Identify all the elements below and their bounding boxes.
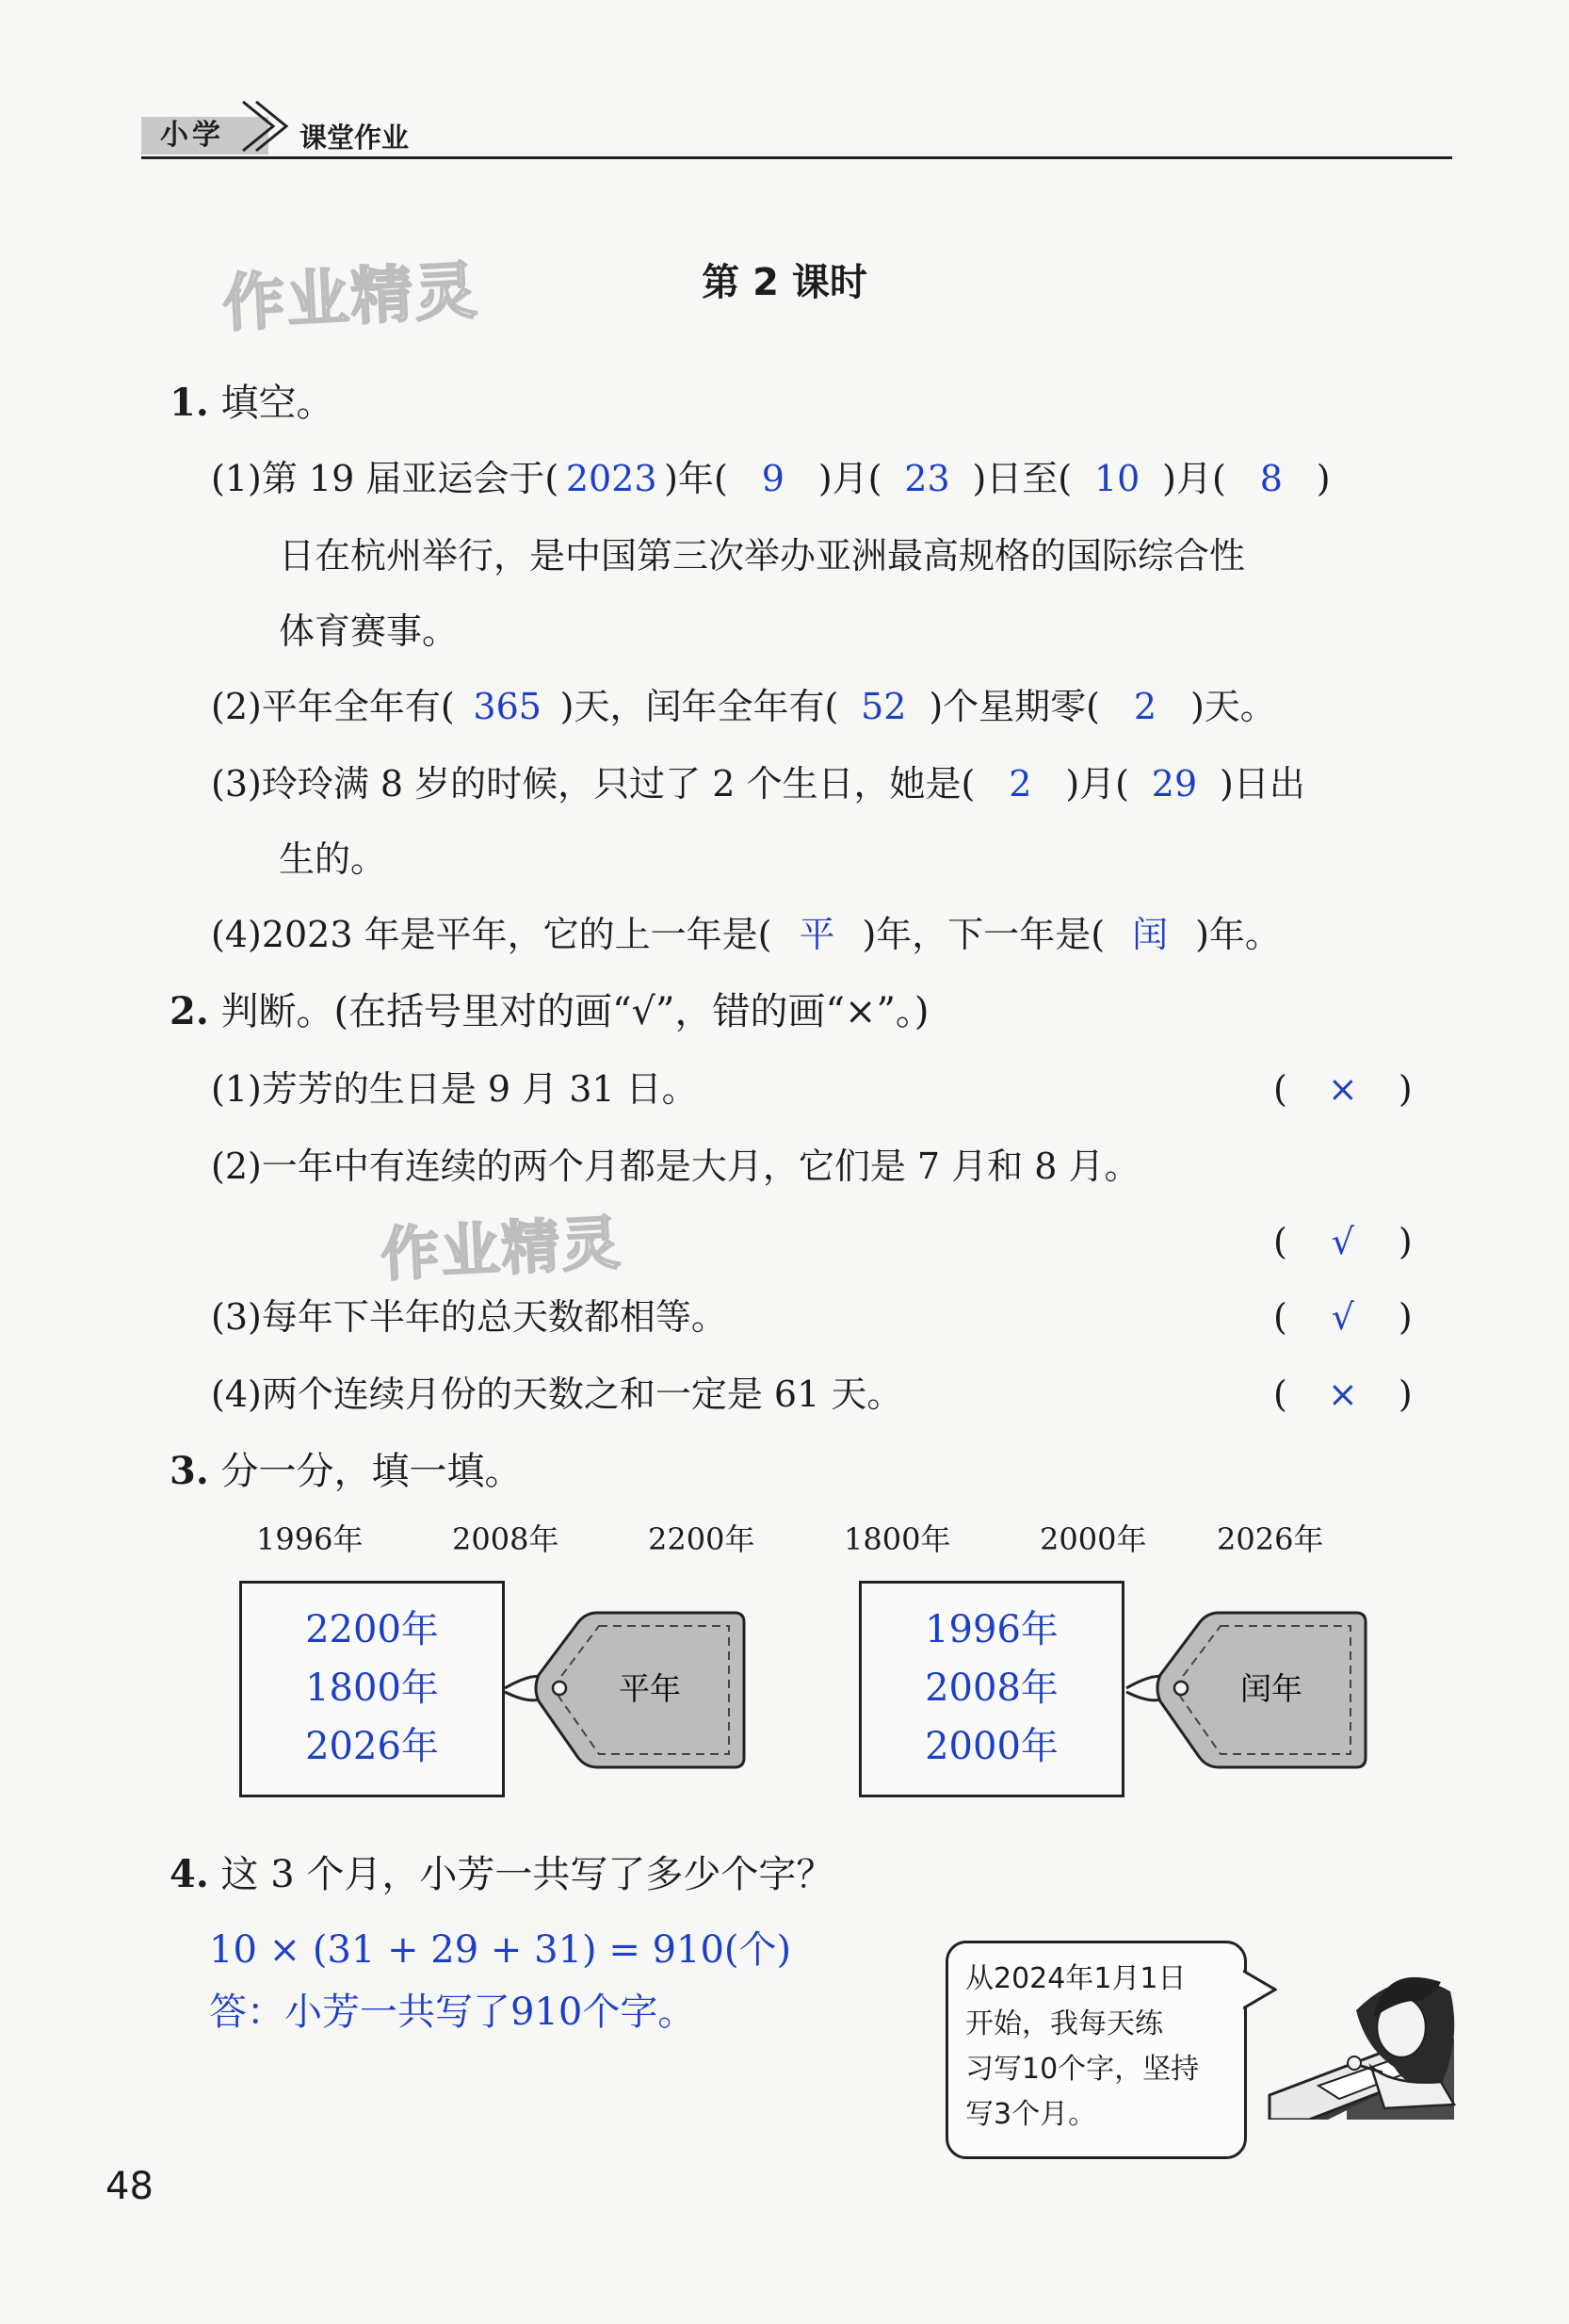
speech-bubble [946, 1941, 1247, 2159]
answer-sentence: 答：小芳一共写了910个字。 [209, 1991, 696, 2034]
answer-blank: 2023 [565, 458, 657, 499]
watermark: 作业精灵 [220, 253, 481, 341]
answer-blank: 2 [1133, 686, 1157, 727]
tag-label: 平年 [619, 1670, 681, 1707]
stem-text: )日至( [972, 458, 1073, 499]
leap-year-box [859, 1581, 1124, 1797]
header-label: 小学 [160, 119, 224, 152]
paren-close: ) [1398, 1296, 1413, 1338]
judge-answer [1273, 1368, 1413, 1421]
judge-answer [1273, 1215, 1413, 1268]
judge-mark: × [1327, 1373, 1358, 1415]
judge-item-text: (4)两个连续月份的天数之和一定是 61 天。 [211, 1373, 903, 1415]
stem-text: (2)平年全年有( [211, 686, 455, 727]
stem-text: (3)玲玲满 8 岁的时候，只过了 2 个生日，她是( [211, 763, 976, 804]
girl-writing-illustration [1253, 1907, 1462, 2120]
stem-text: )个星期零( [929, 686, 1100, 727]
box-entry: 1996年 [925, 1608, 1059, 1651]
q1-part1-line1 [211, 452, 1331, 505]
q1-part1-line3: 体育赛事。 [279, 610, 459, 652]
judge-item-text: (2)一年中有连续的两个月都是大月，它们是 7 月和 8 月。 [211, 1146, 1140, 1187]
stem-text: (1)第 19 届亚运会于( [211, 458, 559, 499]
stem-text: )月( [1065, 763, 1129, 804]
judge-item-text: (3)每年下半年的总天数都相等。 [211, 1296, 727, 1338]
question-title: 填空。 [220, 382, 334, 425]
answer-blank: 9 [761, 458, 784, 499]
year-option: 2000年 [1040, 1521, 1147, 1557]
box-entry: 2200年 [305, 1608, 439, 1651]
watermark: 作业精灵 [379, 1208, 624, 1290]
question-1-heading [170, 377, 333, 430]
box-entry: 1800年 [305, 1666, 439, 1710]
q1-part3-line1 [211, 757, 1305, 810]
tag-label: 闰年 [1240, 1670, 1302, 1707]
question-3-heading [170, 1445, 522, 1498]
answer-blank: 52 [861, 686, 907, 727]
year-option: 2026年 [1217, 1521, 1324, 1557]
header-title: 课堂作业 [299, 122, 410, 154]
judge-mark: √ [1331, 1221, 1354, 1262]
question-number: 1. [170, 381, 209, 425]
stem-text: )年。 [1195, 914, 1281, 955]
leap-year-list [862, 1601, 1122, 1776]
judge-item-text: (1)芳芳的生日是 9 月 31 日。 [211, 1068, 698, 1110]
bubble-line: 写3个月。 [965, 2098, 1097, 2131]
answer-blank: 10 [1093, 458, 1140, 499]
question-number: 4. [170, 1852, 209, 1896]
lesson-title: 第 2 课时 [702, 261, 867, 304]
answer-blank: 闰 [1132, 914, 1169, 955]
judge-mark: √ [1331, 1296, 1354, 1338]
stem-text: (4)2023 年是平年，它的上一年是( [211, 914, 772, 955]
question-number: 2. [170, 989, 209, 1033]
stem-text: )日出 [1219, 763, 1305, 804]
common-year-tag [499, 1607, 750, 1773]
answer-blank: 8 [1259, 458, 1283, 499]
answer-blank: 29 [1151, 763, 1198, 804]
bubble-line: 习写10个字，坚持 [965, 2053, 1200, 2086]
paren-close: ) [1398, 1221, 1413, 1262]
paren-close: ) [1398, 1373, 1413, 1415]
paren-close: ) [1398, 1068, 1413, 1110]
stem-text: )月( [817, 458, 882, 499]
equation: 10 × (31 + 29 + 31) = 910(个) [209, 1928, 792, 1972]
stem-text: )年，下一年是( [862, 914, 1106, 955]
stem-text: ) [1316, 458, 1331, 499]
q1-part1-line2: 日在杭州举行，是中国第三次举办亚洲最高规格的国际综合性 [279, 535, 1246, 577]
stem-text: )年( [664, 458, 728, 499]
stem-text: )天。 [1189, 686, 1276, 727]
q1-part3-line2: 生的。 [279, 838, 387, 880]
header-rule [141, 156, 1452, 159]
answer-blank: 2 [1009, 763, 1032, 804]
answer-blank: 23 [904, 458, 950, 499]
judge-mark: × [1327, 1068, 1358, 1110]
judge-answer [1273, 1063, 1413, 1115]
box-entry: 2000年 [925, 1725, 1059, 1768]
year-option: 2008年 [452, 1521, 559, 1557]
box-entry: 2026年 [305, 1725, 439, 1768]
question-title: 这 3 个月，小芳一共写了多少个字？ [220, 1853, 834, 1896]
leap-year-tag [1121, 1607, 1371, 1773]
speech-bubble-text [965, 1957, 1229, 2137]
question-2-heading [170, 985, 930, 1038]
stem-text: )月( [1162, 458, 1226, 499]
page-number: 48 [105, 2165, 154, 2208]
answer-blank: 365 [473, 686, 542, 727]
question-title: 判断。(在括号里对的画“√”，错的画“×”。) [220, 990, 930, 1033]
judge-answer [1273, 1291, 1413, 1343]
answer-blank: 平 [799, 914, 835, 955]
question-number: 3. [170, 1449, 209, 1493]
paren-open: ( [1273, 1221, 1287, 1262]
chevron-double-icon [235, 94, 292, 156]
question-title: 分一分，填一填。 [220, 1450, 523, 1493]
stem-text: )天，闰年全年有( [559, 686, 839, 727]
question-4-heading [170, 1848, 833, 1901]
common-year-list [242, 1601, 502, 1776]
paren-open: ( [1273, 1373, 1287, 1415]
q1-part2 [211, 680, 1276, 733]
year-option: 2200年 [648, 1521, 755, 1557]
box-entry: 2008年 [925, 1666, 1059, 1710]
bubble-line: 开始，我每天练 [965, 2007, 1163, 2040]
paren-open: ( [1273, 1068, 1287, 1110]
year-option: 1800年 [844, 1521, 951, 1557]
bubble-line: 从2024年1月1日 [965, 1962, 1187, 1995]
paren-open: ( [1273, 1296, 1287, 1338]
year-option: 1996年 [256, 1521, 364, 1557]
q1-part4 [211, 908, 1281, 961]
common-year-box [239, 1581, 505, 1797]
